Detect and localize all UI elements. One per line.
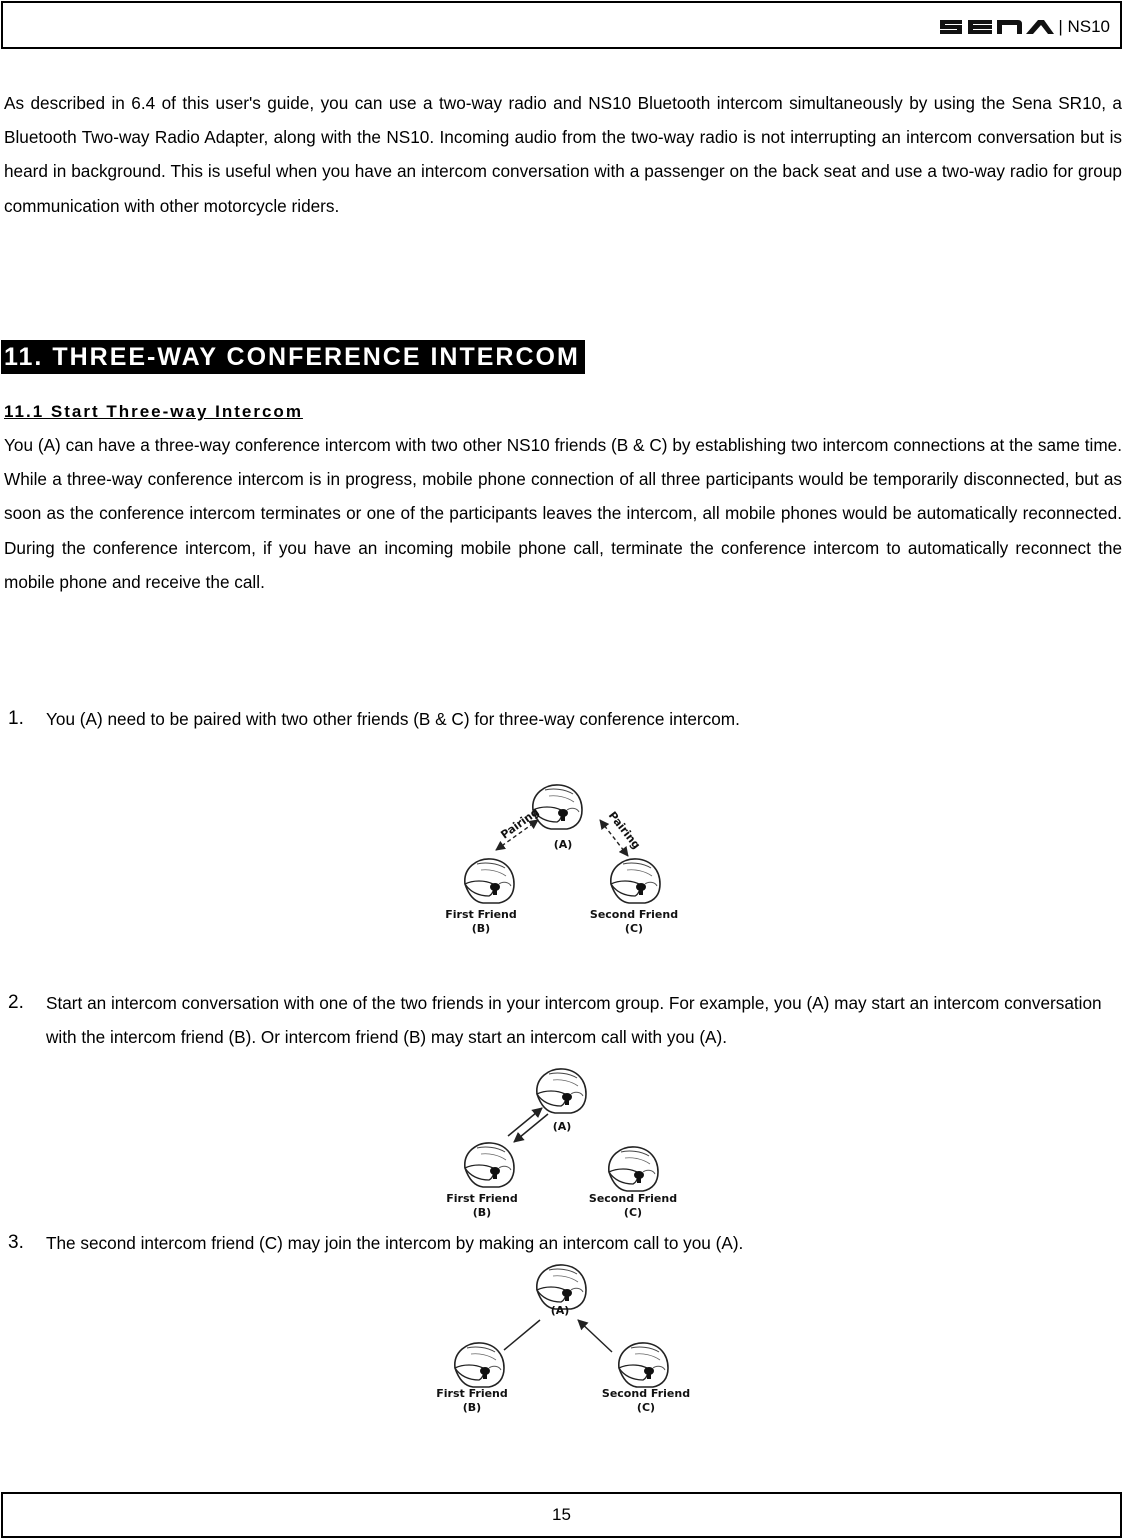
step-text: The second intercom friend (C) may join the intercom by making an intercom call to you (A). <box>46 1233 744 1253</box>
step-2 <box>8 986 1122 1054</box>
fig2-c-name: Second Friend <box>588 1192 678 1205</box>
helmet-c-icon <box>611 859 660 903</box>
fig3-a-label: (A) <box>550 1304 570 1317</box>
helmet-a-icon <box>537 1069 586 1113</box>
model-name: | NS10 <box>1058 17 1110 36</box>
step-1 <box>8 702 1122 736</box>
fig3-c-name: Second Friend <box>601 1387 691 1400</box>
helmet-c-icon <box>619 1343 668 1387</box>
sena-logo-icon <box>938 16 1056 38</box>
step-3 <box>8 1226 1122 1260</box>
step-number: 2. <box>8 992 24 1013</box>
fig2-c-label: (C) <box>623 1206 643 1219</box>
page-number: 15 <box>552 1505 571 1524</box>
fig3-c-label: (C) <box>636 1401 656 1414</box>
fig1-c-name: Second Friend <box>589 908 679 921</box>
fig1-a-label: (A) <box>553 838 573 851</box>
figure-intercom-c <box>432 1258 692 1418</box>
fig1-c-label: (C) <box>624 922 644 935</box>
fig1-b-label: (B) <box>471 922 491 935</box>
fig2-a-label: (A) <box>552 1120 572 1133</box>
fig1-pairing-left: Pairing <box>498 805 542 842</box>
step-text: You (A) need to be paired with two other friends (B & C) for three-way conference intercom. <box>46 709 740 729</box>
fig1-b-name: First Friend <box>445 908 517 921</box>
figure-pairing <box>438 778 688 943</box>
helmet-b-icon <box>455 1343 504 1387</box>
helmet-c-icon <box>609 1147 658 1191</box>
section-body: You (A) can have a three-way conference intercom with two other NS10 friends (B & C) by establishing two intercom connections at the same time. While a three-way conference intercom is in progress, mobile phone connection of all three participants would be temporarily disconnected, but as soon as the conference intercom terminates or one of the participants leaves the intercom, all mobile phones would be automatically reconnected. During the conference intercom, if you have an incoming mobile phone call, terminate the conference intercom to automatically reconnect the mobile phone and receive the call. <box>4 435 1122 592</box>
helmet-b-icon <box>465 859 514 903</box>
fig3-b-name: First Friend <box>436 1387 508 1400</box>
fig1-pairing-right: Pairing <box>605 809 644 852</box>
page-footer <box>1 1492 1122 1538</box>
helmet-b-icon <box>465 1143 514 1187</box>
helmet-a-icon <box>537 1265 586 1309</box>
section-title: 11. THREE-WAY CONFERENCE INTERCOM <box>1 340 585 374</box>
fig3-b-label: (B) <box>462 1401 482 1414</box>
brand-mark <box>938 13 1110 41</box>
step-number: 3. <box>8 1232 24 1253</box>
subsection-title: 11.1 Start Three-way Intercom <box>4 402 303 421</box>
fig2-b-name: First Friend <box>446 1192 518 1205</box>
figure-intercom-b <box>438 1062 688 1222</box>
fig2-b-label: (B) <box>472 1206 492 1219</box>
page-header <box>1 1 1122 49</box>
intro-paragraph: As described in 6.4 of this user's guide, you can use a two-way radio and NS10 Bluetooth intercom simultaneously by using the Sena SR10, a Bluetooth Two-way Radio Adapter, along with the NS10. Incoming audio from the two-way radio is not interrupting an intercom conversation but is heard in background. This is useful when you have an intercom conversation with a passenger on the back seat and use a two-way radio for group communication with other motorcycle riders. <box>4 93 1122 216</box>
step-text: Start an intercom conversation with one of the two friends in your intercom group. For example, you (A) may start an intercom conversation with the intercom friend (B). Or intercom friend (B) may start an intercom call with you (A). <box>46 993 1102 1048</box>
step-number: 1. <box>8 708 24 729</box>
helmet-a-icon <box>533 785 582 829</box>
